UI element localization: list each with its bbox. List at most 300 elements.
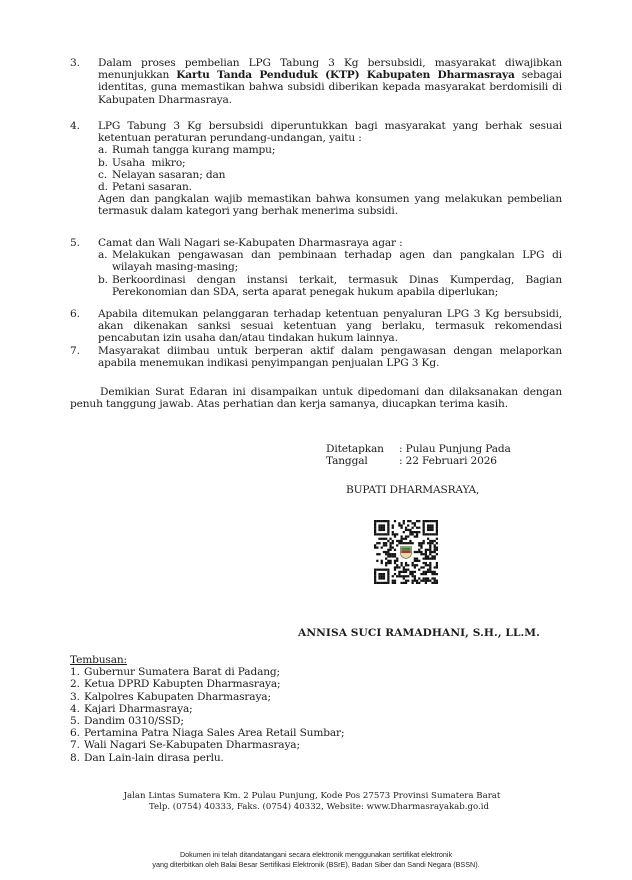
qr-module [429, 569, 431, 571]
qr-module [387, 582, 389, 584]
qr-module [389, 555, 391, 557]
qr-module [378, 553, 380, 555]
qr-module [427, 533, 429, 535]
qr-module [431, 533, 433, 535]
qr-module [403, 522, 405, 524]
qr-module [405, 564, 407, 566]
qr-module [423, 529, 425, 531]
qr-module [436, 522, 438, 524]
qr-module [374, 582, 376, 584]
qr-module [416, 520, 418, 522]
tembusan-item-text: Kalpolres Kabupaten Dharmasraya; [84, 690, 271, 703]
qr-module [407, 575, 409, 577]
qr-module [429, 520, 431, 522]
qr-module [405, 569, 407, 571]
qr-module [403, 582, 405, 584]
qr-module [414, 571, 416, 573]
qr-module [412, 527, 414, 529]
qr-module [376, 520, 378, 522]
qr-module [409, 540, 411, 542]
qr-module [429, 558, 431, 560]
qr-module [381, 520, 383, 522]
qr-module [385, 562, 387, 564]
qr-module [381, 577, 383, 579]
qr-module [383, 575, 385, 577]
qr-module [387, 540, 389, 542]
qr-module [383, 577, 385, 579]
qr-module [403, 520, 405, 522]
qr-module [409, 571, 411, 573]
qr-module [414, 558, 416, 560]
qr-module [389, 538, 391, 540]
qr-module [429, 533, 431, 535]
qr-module [416, 580, 418, 582]
qr-module [409, 533, 411, 535]
qr-module [387, 555, 389, 557]
office-address [0, 791, 632, 813]
qr-module [414, 524, 416, 526]
qr-module [378, 575, 380, 577]
qr-module [420, 542, 422, 544]
qr-module [381, 573, 383, 575]
date-row [326, 455, 511, 467]
qr-module [400, 575, 402, 577]
qr-module [383, 533, 385, 535]
subitem-label: a. [98, 144, 108, 157]
qr-module [427, 558, 429, 560]
qr-module [383, 544, 385, 546]
qr-module [423, 531, 425, 533]
qr-module [429, 580, 431, 582]
qr-module [403, 577, 405, 579]
qr-module [427, 527, 429, 529]
qr-module [431, 573, 433, 575]
signer-name: ANNISA SUCI RAMADHANI, S.H., LL.M. [298, 627, 540, 639]
tembusan-item [70, 727, 344, 739]
qr-module [394, 555, 396, 557]
subitem-label: c. [98, 168, 108, 181]
qr-module [405, 580, 407, 582]
qr-module [396, 560, 398, 562]
qr-module [374, 520, 376, 522]
qr-module [378, 524, 380, 526]
qr-module [423, 577, 425, 579]
qr-module [434, 551, 436, 553]
qr-module [416, 582, 418, 584]
qr-module [392, 527, 394, 529]
qr-module [429, 529, 431, 531]
list-item-6 [70, 308, 562, 345]
qr-module [414, 577, 416, 579]
qr-module [418, 560, 420, 562]
qr-module [376, 533, 378, 535]
tembusan-item-text: Wali Nagari Se-Kabupaten Dharmasraya; [84, 739, 300, 752]
qr-module [387, 531, 389, 533]
tembusan-item-number: 2. [70, 678, 80, 691]
qr-module [398, 522, 400, 524]
qr-module [374, 546, 376, 548]
qr-module [414, 560, 416, 562]
qr-module [403, 575, 405, 577]
qr-module [394, 553, 396, 555]
qr-module [385, 553, 387, 555]
qr-module [400, 564, 402, 566]
qr-module [436, 582, 438, 584]
qr-module [414, 566, 416, 568]
qr-module [405, 542, 407, 544]
qr-module [427, 577, 429, 579]
qr-module [383, 520, 385, 522]
qr-module [425, 520, 427, 522]
qr-module [416, 551, 418, 553]
qr-module [429, 571, 431, 573]
item-after-text: Agen dan pangkalan wajib memastikan bahwa konsumen yang melakukan pembelian termasuk dalam kategori yang berhak menerima subsidi. [98, 193, 562, 218]
qr-module [418, 582, 420, 584]
qr-module [378, 520, 380, 522]
qr-module [376, 542, 378, 544]
tembusan-item-number: 7. [70, 739, 80, 752]
qr-module [376, 569, 378, 571]
qr-module [436, 553, 438, 555]
subitem-text: Melakukan pengawasan dan pembinaan terhadap agen dan pangkalan LPG di wilayah masing-masing; [112, 249, 562, 274]
qr-module [414, 575, 416, 577]
qr-module [423, 524, 425, 526]
qr-module [412, 575, 414, 577]
qr-module [383, 524, 385, 526]
qr-module [409, 573, 411, 575]
qr-module [418, 531, 420, 533]
qr-module [392, 580, 394, 582]
qr-module [396, 533, 398, 535]
qr-module [412, 531, 414, 533]
qr-module [405, 529, 407, 531]
qr-module [385, 533, 387, 535]
qr-module [396, 566, 398, 568]
item-text [98, 57, 562, 106]
qr-module [392, 533, 394, 535]
qr-module [429, 544, 431, 546]
item-text-bold: Kartu Tanda Penduduk (KTP) Kabupaten Dharmasraya [176, 69, 515, 82]
qr-module [398, 540, 400, 542]
qr-module [436, 538, 438, 540]
tembusan-item-text: Pertamina Patra Niaga Sales Area Retail Sumbar; [84, 727, 345, 740]
qr-module [403, 569, 405, 571]
qr-module [414, 522, 416, 524]
qr-module [396, 564, 398, 566]
qr-module [434, 580, 436, 582]
qr-module [434, 533, 436, 535]
qr-module [409, 542, 411, 544]
date-label: Tanggal [326, 455, 368, 468]
qr-module [429, 542, 431, 544]
item-number: 4. [70, 120, 80, 132]
qr-module [418, 551, 420, 553]
qr-module [400, 538, 402, 540]
qr-module [389, 562, 391, 564]
item-number: 3. [70, 57, 80, 69]
qr-module [423, 566, 425, 568]
qr-module [425, 573, 427, 575]
qr-module [436, 524, 438, 526]
esign-footer [0, 850, 632, 870]
qr-module [431, 524, 433, 526]
qr-module [436, 573, 438, 575]
qr-module [425, 551, 427, 553]
qr-module [427, 538, 429, 540]
qr-module [387, 577, 389, 579]
qr-module [416, 564, 418, 566]
qr-module [420, 566, 422, 568]
qr-module [431, 555, 433, 557]
qr-module [429, 540, 431, 542]
qr-module [374, 522, 376, 524]
qr-module [427, 520, 429, 522]
item-number: 5. [70, 237, 80, 249]
qr-module [394, 566, 396, 568]
qr-module [434, 573, 436, 575]
qr-module [431, 582, 433, 584]
qr-module [381, 560, 383, 562]
address-line-2: Telp. (0754) 40333, Faks. (0754) 40332, Website: www.Dharmasrayakab.go.id [148, 802, 490, 812]
subitem-text: Nelayan sasaran; dan [112, 168, 226, 181]
qr-module [409, 520, 411, 522]
qr-module [409, 529, 411, 531]
footer-line-2: yang diterbitkan oleh Balai Besar Sertifikasi Elektronik (BSrE), Badan Siber dan Sandi Negara (BSSN). [152, 860, 480, 869]
tembusan-item-text: Ketua DPRD Kabupten Dharmasraya; [84, 678, 281, 691]
tembusan-item [70, 739, 344, 751]
qr-module [387, 553, 389, 555]
qr-module [423, 540, 425, 542]
qr-module [427, 524, 429, 526]
qr-module [374, 527, 376, 529]
qr-module [431, 540, 433, 542]
qr-module [381, 524, 383, 526]
qr-module [423, 527, 425, 529]
qr-module [425, 582, 427, 584]
qr-module [387, 527, 389, 529]
signer-position: BUPATI DHARMASRAYA, [346, 484, 480, 496]
qr-module [434, 566, 436, 568]
qr-module [429, 527, 431, 529]
qr-module [378, 529, 380, 531]
tembusan-block [70, 654, 344, 764]
qr-module [427, 571, 429, 573]
qr-module [425, 580, 427, 582]
qr-module [394, 582, 396, 584]
qr-module [434, 544, 436, 546]
tembusan-item [70, 715, 344, 727]
subitem-label: a. [98, 249, 108, 262]
qr-module [400, 527, 402, 529]
qr-module [392, 540, 394, 542]
qr-module [389, 549, 391, 551]
item-number: 6. [70, 308, 80, 320]
qr-code-icon [374, 520, 438, 584]
qr-module [429, 564, 431, 566]
qr-module [376, 553, 378, 555]
qr-module [374, 529, 376, 531]
qr-module [412, 564, 414, 566]
qr-module [407, 529, 409, 531]
item-text-part: Dalam proses pembelian LPG Tabung 3 Kg bersubsidi, masyarakat diwajibkan menunjukkan [98, 57, 562, 82]
qr-module [434, 555, 436, 557]
subitem-text: Usaha mikro; [112, 156, 186, 169]
qr-module [374, 573, 376, 575]
qr-module [420, 551, 422, 553]
qr-module [434, 546, 436, 548]
qr-module [427, 529, 429, 531]
qr-module [378, 573, 380, 575]
qr-module [396, 544, 398, 546]
qr-module [378, 527, 380, 529]
qr-module [381, 533, 383, 535]
qr-module [431, 529, 433, 531]
qr-module [398, 571, 400, 573]
qr-module [420, 573, 422, 575]
qr-module [374, 533, 376, 535]
tembusan-item [70, 691, 344, 703]
qr-module [385, 544, 387, 546]
place-value: : Pulau Punjung Pada [399, 443, 511, 455]
qr-module [381, 527, 383, 529]
place-row [326, 443, 511, 455]
qr-module [376, 546, 378, 548]
qr-module [436, 542, 438, 544]
qr-module [389, 546, 391, 548]
qr-module [420, 553, 422, 555]
qr-module [436, 531, 438, 533]
item-text [98, 120, 562, 218]
qr-module [394, 535, 396, 537]
qr-module [387, 520, 389, 522]
qr-module [418, 520, 420, 522]
qr-module [431, 542, 433, 544]
qr-module [392, 575, 394, 577]
qr-module [427, 569, 429, 571]
tembusan-item-number: 5. [70, 715, 80, 728]
qr-module [412, 580, 414, 582]
qr-module [423, 571, 425, 573]
qr-module [392, 555, 394, 557]
qr-module [381, 562, 383, 564]
qr-module [378, 538, 380, 540]
list-item-7 [70, 345, 562, 369]
qr-module [407, 564, 409, 566]
qr-module [412, 582, 414, 584]
qr-module [436, 549, 438, 551]
qr-module [412, 562, 414, 564]
qr-module [394, 562, 396, 564]
tembusan-item [70, 703, 344, 715]
qr-module [429, 549, 431, 551]
qr-module [383, 582, 385, 584]
qr-module [436, 533, 438, 535]
regency-emblem-icon [401, 547, 412, 559]
qr-module [405, 575, 407, 577]
qr-module [416, 531, 418, 533]
qr-module [423, 542, 425, 544]
qr-module [434, 558, 436, 560]
subitem [98, 169, 562, 181]
qr-module [394, 580, 396, 582]
date-value: : 22 Februari 2026 [399, 455, 497, 468]
qr-module [434, 571, 436, 573]
qr-module [425, 577, 427, 579]
qr-module [427, 549, 429, 551]
qr-module [389, 544, 391, 546]
qr-module [409, 531, 411, 533]
qr-module [389, 542, 391, 544]
qr-module [387, 575, 389, 577]
qr-module [434, 540, 436, 542]
qr-module [407, 580, 409, 582]
tembusan-item [70, 666, 344, 678]
qr-module [398, 575, 400, 577]
qr-module [400, 542, 402, 544]
qr-module [436, 566, 438, 568]
qr-module [385, 582, 387, 584]
subitem [98, 249, 562, 273]
qr-module [423, 520, 425, 522]
footer-line-1: Dokumen ini telah ditandatangani secara elektronik menggunakan sertifikat elektronik [179, 850, 453, 859]
qr-module [385, 520, 387, 522]
qr-module [374, 571, 376, 573]
qr-module [392, 546, 394, 548]
tembusan-item-number: 4. [70, 702, 80, 715]
tembusan-item-text: Dan Lain-lain dirasa perlu. [84, 751, 224, 764]
qr-module [392, 524, 394, 526]
qr-module [389, 560, 391, 562]
item-intro: LPG Tabung 3 Kg bersubsidi diperuntukkan bagi masyarakat yang berhak sesuai ketentuan peraturan perundang-undangan, yaitu : [98, 120, 562, 145]
qr-module [405, 527, 407, 529]
qr-module [387, 529, 389, 531]
qr-module [396, 558, 398, 560]
qr-module [420, 580, 422, 582]
qr-module [429, 551, 431, 553]
qr-module [405, 571, 407, 573]
subitem-label: b. [98, 273, 108, 286]
qr-module [418, 542, 420, 544]
tembusan-item-number: 3. [70, 690, 80, 703]
qr-module [376, 582, 378, 584]
qr-module [383, 529, 385, 531]
qr-module [398, 573, 400, 575]
qr-module [416, 535, 418, 537]
qr-module [374, 531, 376, 533]
qr-module [381, 569, 383, 571]
qr-module [383, 527, 385, 529]
qr-module [436, 520, 438, 522]
qr-module [400, 535, 402, 537]
qr-module [416, 558, 418, 560]
qr-module [387, 524, 389, 526]
qr-module [436, 527, 438, 529]
qr-module [436, 580, 438, 582]
qr-module [434, 582, 436, 584]
list-item-3 [70, 57, 562, 106]
item-intro: Camat dan Wali Nagari se-Kabupaten Dharmasraya agar : [98, 237, 403, 249]
qr-module [400, 540, 402, 542]
qr-module [418, 569, 420, 571]
qr-module [431, 571, 433, 573]
qr-module [412, 542, 414, 544]
qr-module [416, 533, 418, 535]
qr-module [387, 569, 389, 571]
qr-module [407, 520, 409, 522]
qr-module [396, 575, 398, 577]
qr-module [378, 569, 380, 571]
qr-module [405, 538, 407, 540]
